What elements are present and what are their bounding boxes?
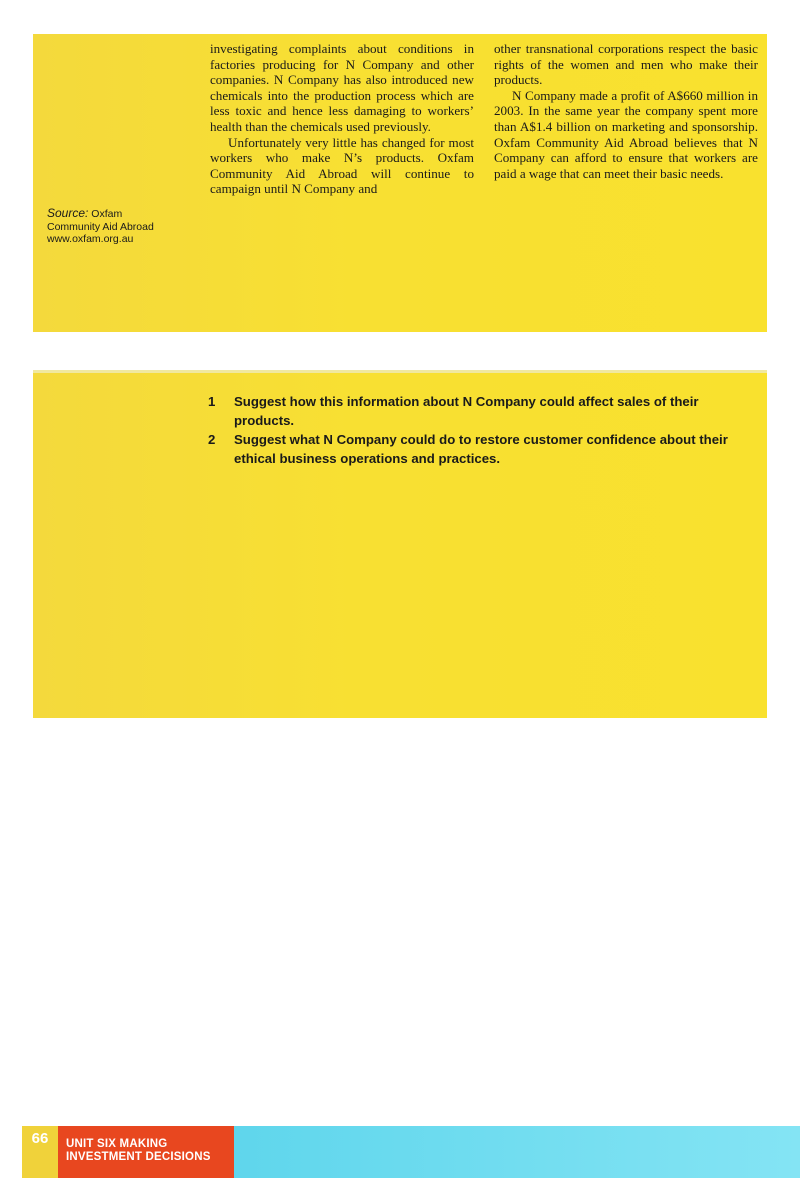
source-org-line2: Community Aid Abroad bbox=[47, 220, 154, 233]
source-org-line1: Oxfam bbox=[91, 208, 123, 220]
question-list bbox=[208, 392, 753, 468]
question-number: 2 bbox=[208, 432, 216, 447]
question-text: Suggest what N Company could do to restore customer confidence about their ethical business operations and practices. bbox=[234, 432, 728, 466]
question-text: Suggest how this information about N Company could affect sales of their products. bbox=[234, 394, 699, 428]
footer-color-band bbox=[234, 1126, 800, 1178]
article-paragraph: Unfortunately very little has changed for most workers who make N’s products. Oxfam Community Aid Abroad will continue to campaign until N Company and bbox=[210, 134, 474, 197]
footer-unit-banner bbox=[58, 1126, 234, 1178]
footer-title-line1: UNIT SIX MAKING bbox=[66, 1138, 168, 1150]
source-credit bbox=[47, 207, 192, 246]
article-paragraph: investigating complaints about conditions in factories producing for N Company and other companies. N Company has also introduced new chemicals into the production process which are less toxic and hence less damaging to workers’ health than the chemicals used previously. bbox=[210, 41, 474, 134]
source-url: www.oxfam.org.au bbox=[47, 233, 134, 245]
footer-title-line2: INVESTMENT DECISIONS bbox=[66, 1151, 211, 1163]
question-item bbox=[208, 392, 753, 430]
article-paragraph: N Company made a profit of A$660 million in 2003. In the same year the company spent more than A$1.4 billion on marketing and sponsorship. Oxfam Community Aid Abroad believes that N Company can afford to ensure that workers are paid a wage that can meet their basic needs. bbox=[494, 87, 758, 181]
source-label: Source: bbox=[47, 206, 89, 220]
question-item bbox=[208, 430, 753, 468]
footer-unit-title bbox=[66, 1138, 211, 1164]
article-column-2 bbox=[494, 41, 758, 181]
question-number: 1 bbox=[208, 394, 216, 409]
article-paragraph: other transnational corporations respect the basic rights of the women and men who make their products. bbox=[494, 41, 758, 88]
article-column-1 bbox=[210, 41, 474, 197]
page-number: 66 bbox=[22, 1126, 58, 1178]
